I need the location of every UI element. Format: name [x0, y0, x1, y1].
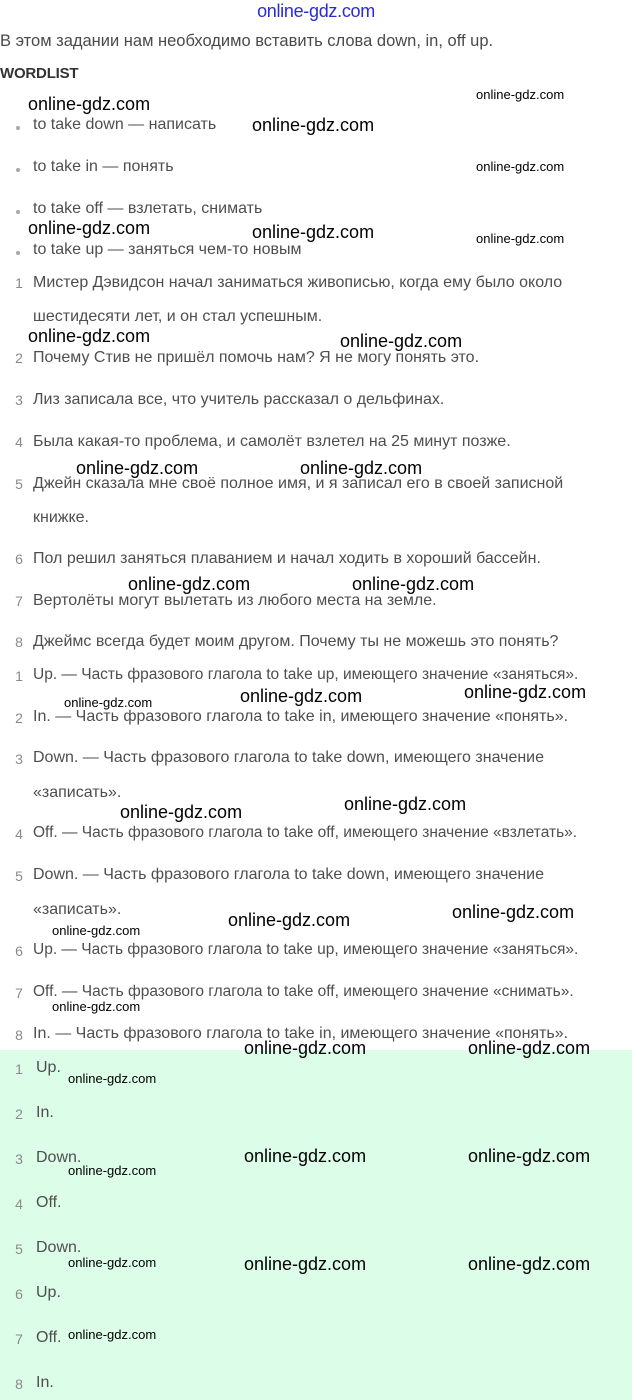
- explanation-line: Up. — Часть фразового глагола to take up, имеющего значение «заняться».: [33, 666, 579, 683]
- watermark: online-gdz.com: [28, 218, 151, 238]
- answer-text: Up.: [36, 1284, 61, 1301]
- watermark: online-gdz.com: [228, 910, 351, 930]
- translation-line: книжке.: [33, 509, 89, 526]
- answer-number: 7: [15, 1331, 23, 1347]
- watermark: online-gdz.com: [68, 1327, 157, 1342]
- translation-line: Вертолёты могут вылетать из любого места на земле.: [33, 592, 437, 609]
- translation-line: Была какая-то проблема, и самолёт взлетел на 25 минут позже.: [33, 433, 511, 450]
- explanation-number: 6: [15, 943, 23, 959]
- translation-number: 7: [15, 593, 23, 609]
- explanation-line: Off. — Часть фразового глагола to take off, имеющего значение «взлетать».: [33, 824, 578, 841]
- translation-line: Почему Стив не пришёл помочь нам? Я не могу понять это.: [33, 349, 480, 366]
- answer-number: 2: [15, 1106, 23, 1122]
- wordlist-item-text: to take off — взлетать, снимать: [33, 200, 263, 217]
- answer-number: 1: [15, 1061, 23, 1077]
- explanation-number: 8: [15, 1027, 23, 1043]
- watermark: online-gdz.com: [68, 1071, 157, 1086]
- watermark: online-gdz.com: [128, 574, 251, 594]
- translation-line: Пол решил заняться плаванием и начал ходить в хороший бассейн.: [33, 550, 541, 567]
- watermark: online-gdz.com: [52, 923, 141, 938]
- explanation-line: Up. — Часть фразового глагола to take up, имеющего значение «заняться».: [33, 941, 579, 958]
- wordlist-title: WORDLIST: [0, 65, 79, 82]
- watermark: online-gdz.com: [28, 94, 151, 114]
- bullet-icon: [16, 126, 20, 130]
- bullet-icon: [16, 210, 20, 214]
- watermark: online-gdz.com: [476, 87, 565, 102]
- watermark: online-gdz.com: [68, 1255, 157, 1270]
- translation-number: 8: [15, 634, 23, 650]
- wordlist-item-text: to take down — написать: [33, 116, 217, 133]
- watermark: online-gdz.com: [244, 1038, 367, 1058]
- explanation-line: «записать».: [33, 784, 122, 801]
- explanation-number: 1: [15, 668, 23, 684]
- watermark: online-gdz.com: [464, 682, 587, 702]
- watermark: online-gdz.com: [300, 458, 423, 478]
- wordlist-item-text: to take up — заняться чем-то новым: [33, 241, 302, 258]
- translation-number: 4: [15, 434, 23, 450]
- explanation-number: 4: [15, 826, 23, 842]
- watermark: online-gdz.com: [252, 222, 375, 242]
- intro-text: В этом задании нам необходимо вставить слова down, in, off up.: [0, 32, 494, 50]
- watermark: online-gdz.com: [352, 574, 475, 594]
- watermark: online-gdz.com: [68, 1163, 157, 1178]
- watermark: online-gdz.com: [244, 1146, 367, 1166]
- translation-line: Джейн сказала мне своё полное имя, и я записал его в своей записной: [33, 475, 564, 492]
- answer-text: Off.: [36, 1194, 62, 1211]
- answer-number: 4: [15, 1196, 23, 1212]
- answer-text: Off.: [36, 1329, 62, 1346]
- watermark: online-gdz.com: [452, 902, 575, 922]
- translation-number: 1: [15, 275, 23, 291]
- explanation-number: 3: [15, 751, 23, 767]
- answer-text: In.: [36, 1104, 54, 1121]
- answer-text: In.: [36, 1374, 54, 1391]
- translation-number: 5: [15, 476, 23, 492]
- wordlist-item-text: to take in — понять: [33, 158, 174, 175]
- explanation-number: 7: [15, 985, 23, 1001]
- explanation-line: «записать».: [33, 901, 122, 918]
- translation-line: шестидесяти лет, и он стал успешным.: [33, 308, 323, 325]
- answer-number: 8: [15, 1376, 23, 1392]
- explanation-line: Down. — Часть фразового глагола to take down, имеющего значение: [33, 749, 545, 766]
- watermark: online-gdz.com: [468, 1038, 591, 1058]
- answer-text: Up.: [36, 1059, 61, 1076]
- watermark: online-gdz.com: [52, 999, 141, 1014]
- explanation-line: In. — Часть фразового глагола to take in, имеющего значение «понять».: [33, 1025, 569, 1042]
- watermark: online-gdz.com: [244, 1254, 367, 1274]
- explanation-line: Down. — Часть фразового глагола to take down, имеющего значение: [33, 866, 545, 883]
- watermark: online-gdz.com: [252, 115, 375, 135]
- watermark: online-gdz.com: [344, 794, 467, 814]
- watermark: online-gdz.com: [240, 686, 363, 706]
- watermark: online-gdz.com: [468, 1146, 591, 1166]
- translation-line: Лиз записала все, что учитель рассказал о дельфинах.: [33, 391, 445, 408]
- answer-number: 5: [15, 1241, 23, 1257]
- translation-line: Мистер Дэвидсон начал заниматься живописью, когда ему было около: [33, 274, 563, 291]
- watermark: online-gdz.com: [476, 159, 565, 174]
- explanation-number: 5: [15, 868, 23, 884]
- translation-number: 2: [15, 350, 23, 366]
- watermark: online-gdz.com: [64, 695, 153, 710]
- translation-line: Джеймс всегда будет моим другом. Почему ты не можешь это понять?: [33, 633, 559, 650]
- translation-number: 6: [15, 551, 23, 567]
- translation-number: 3: [15, 392, 23, 408]
- watermark: online-gdz.com: [476, 231, 565, 246]
- bullet-icon: [16, 168, 20, 172]
- answer-text: Down.: [36, 1239, 82, 1256]
- explanation-number: 2: [15, 710, 23, 726]
- answer-number: 3: [15, 1151, 23, 1167]
- explanation-line: Off. — Часть фразового глагола to take off, имеющего значение «снимать».: [33, 983, 574, 1000]
- watermark: online-gdz.com: [468, 1254, 591, 1274]
- site-header[interactable]: online-gdz.com: [257, 1, 375, 21]
- watermark: online-gdz.com: [28, 326, 151, 346]
- answer-text: Down.: [36, 1149, 82, 1166]
- answer-number: 6: [15, 1286, 23, 1302]
- bullet-icon: [16, 251, 20, 255]
- watermark: online-gdz.com: [340, 331, 463, 351]
- answers-background: [0, 1050, 632, 1400]
- watermark: online-gdz.com: [120, 802, 243, 822]
- explanation-line: In. — Часть фразового глагола to take in, имеющего значение «понять».: [33, 708, 569, 725]
- watermark: online-gdz.com: [76, 458, 199, 478]
